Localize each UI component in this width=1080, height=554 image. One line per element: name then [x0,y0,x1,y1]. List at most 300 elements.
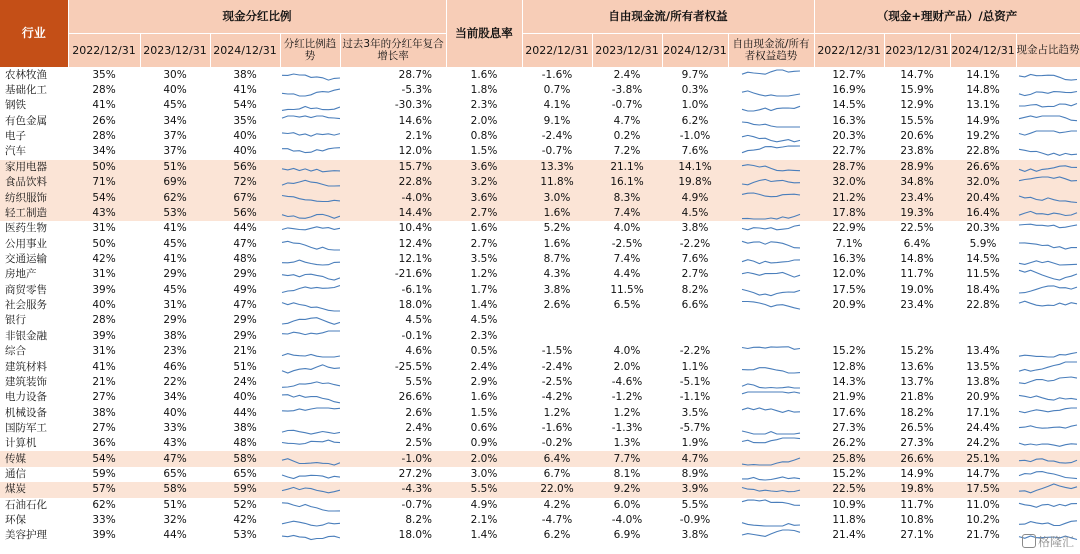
dividend-ratio-2024: 47% [233,299,257,312]
cash-ratio-2022: 32.0% [814,175,884,190]
dividend-cagr: -0.1% [401,329,432,342]
cash-ratio-2024: 14.9% [966,114,1000,127]
fcf-equity-2023: 2.4% [613,68,641,81]
dividend-yield: 3.2% [446,175,522,190]
dividend-ratio-2024: 29% [233,268,257,281]
dividend-trend-cell [280,390,340,405]
industry-name: 汽车 [5,145,26,158]
trend-line [282,408,340,411]
cash-trend-cell [1016,144,1080,159]
trend-line [282,107,340,111]
fcf-equity-2022: 4.1% [543,99,571,112]
cash-ratio-2023: 26.6% [884,451,950,466]
industry-name: 传媒 [0,451,68,466]
dividend-yield: 1.6% [470,222,498,235]
cash-ratio-2024: 14.5% [966,252,1000,265]
table-row [0,206,1080,221]
trend-sparkline [280,160,340,175]
table-row [0,313,1080,328]
industry-name: 国防军工 [5,421,47,434]
cash-ratio-2023: 15.9% [900,84,934,97]
fcf-equity-2024: -1.0% [679,130,711,143]
cash-ratio-2023: 12.9% [900,99,934,112]
trend-line [742,477,800,480]
cash-trend-cell [1016,221,1080,236]
dividend-ratio-2023: 22% [163,375,187,388]
fcf-equity-2022: -1.6% [541,68,573,81]
cash-ratio-2022: 17.8% [814,206,884,221]
trend-line [742,91,800,96]
trend-line [742,458,800,465]
fcf-equity-2022: -0.7% [541,145,573,158]
trend-sparkline [1017,83,1079,98]
fcf-equity-2024: 19.8% [662,175,728,190]
fcf-equity-2022: -4.2% [541,391,573,404]
trend-line [282,89,340,96]
trend-line [282,227,340,230]
dividend-ratio-2024: 40% [233,130,257,143]
dividend-cagr: 4.5% [405,314,432,327]
dividend-ratio-2024: 21% [233,345,257,358]
industry-name: 美容护理 [5,529,47,542]
trend-line [1019,377,1077,384]
fcf-equity-2022: -2.4% [541,130,573,143]
fcf-trend-cell [728,329,814,344]
trend-line [742,488,800,492]
trend-sparkline [1017,421,1079,436]
fcf-equity-2023: 4.7% [613,114,641,127]
dividend-yield: 2.3% [470,329,498,342]
trend-line [742,107,800,112]
trend-sparkline [280,452,340,467]
dividend-ratio-2022: 27% [92,391,116,404]
trend-sparkline [1017,344,1079,359]
cash-trend-cell [1016,482,1080,497]
fcf-equity-2024: 9.7% [681,68,709,81]
cash-ratio-2022: 12.0% [832,268,866,281]
cash-ratio-2024: 24.4% [966,421,1000,434]
cash-trend-cell [1016,67,1080,83]
trend-sparkline [280,68,340,83]
trend-sparkline [280,360,340,375]
cash-ratio-2024: 24.2% [966,437,1000,450]
fcf-equity-2024: 1.0% [681,99,709,112]
header-fcf-2023: 2023/12/31 [592,33,662,67]
trend-line [742,214,800,219]
dividend-ratio-2024: 58% [210,451,280,466]
dividend-ratio-2024: 38% [233,421,257,434]
cash-trend-cell [1016,451,1080,466]
trend-sparkline [280,144,340,159]
trend-line [282,475,340,479]
cash-trend-cell [1016,421,1080,436]
fcf-equity-2024: -0.9% [679,514,711,527]
dividend-ratio-2022: 57% [68,482,140,497]
trend-sparkline [740,160,802,175]
trend-line [742,523,800,526]
trend-sparkline [280,406,340,421]
fcf-equity-2023: 6.9% [613,529,641,542]
dividend-ratio-2024: 38% [233,68,257,81]
cash-trend-cell [1016,83,1080,98]
dividend-trend-cell [280,359,340,374]
trend-line [742,136,800,142]
trend-line [742,193,800,197]
dividend-ratio-2024: 53% [233,529,257,542]
dividend-ratio-2024: 67% [210,190,280,205]
cash-ratio-2023: 27.3% [900,437,934,450]
trend-sparkline [740,482,802,497]
dividend-yield: 2.7% [446,206,522,221]
trend-line [282,430,340,434]
cash-ratio-2024: 10.2% [966,514,1000,527]
dividend-yield: 2.0% [470,114,498,127]
dividend-ratio-2023: 69% [140,175,210,190]
cash-ratio-2022: 15.2% [832,345,866,358]
industry-name: 非银金融 [5,329,47,342]
table-row [0,160,1080,175]
cash-trend-cell [1016,313,1080,328]
dividend-cagr: 2.4% [405,421,432,434]
trend-sparkline [280,267,340,282]
header-cash-2023: 2023/12/31 [884,33,950,67]
cash-ratio-2022: 26.2% [832,437,866,450]
dividend-ratio-2023: 53% [140,206,210,221]
trend-sparkline [1017,114,1079,129]
fcf-trend-cell [728,375,814,390]
cash-ratio-2023: 14.9% [900,468,934,481]
trend-sparkline [280,528,340,543]
dividend-cagr: -4.0% [340,190,446,205]
fcf-equity-2022: 6.7% [543,468,571,481]
table-row [0,267,1080,282]
trend-line [742,408,800,412]
trend-line [282,133,340,136]
dividend-ratio-2024: 24% [233,375,257,388]
fcf-equity-2023: 11.5% [610,283,644,296]
dividend-ratio-2022: 38% [92,406,116,419]
fcf-trend-cell [728,498,814,513]
fcf-equity-2023: -2.5% [611,237,643,250]
trend-sparkline [280,98,340,113]
trend-sparkline [280,467,340,482]
cash-ratio-2024: 25.1% [950,451,1016,466]
dividend-cagr: -25.5% [394,360,432,373]
fcf-equity-2022: 11.8% [522,175,592,190]
industry-name: 商贸零售 [5,283,47,296]
cash-ratio-2024: 19.2% [966,130,1000,143]
fcf-equity-2024: -1.1% [679,391,711,404]
dividend-ratio-2024: 35% [233,114,257,127]
trend-sparkline [280,313,340,328]
dividend-cagr: 26.6% [398,391,432,404]
trend-sparkline [280,252,340,267]
trend-sparkline [740,206,802,221]
fcf-equity-2022: 22.0% [522,482,592,497]
cash-trend-cell [1016,329,1080,344]
trend-sparkline [740,390,802,405]
industry-name: 建筑材料 [5,360,47,373]
table-body [0,67,1080,544]
dividend-ratio-2022: 50% [92,237,116,250]
table-row [0,421,1080,436]
fcf-trend-cell [728,482,814,497]
fcf-equity-2024: 3.5% [681,406,709,419]
fcf-trend-cell [728,390,814,405]
dividend-ratio-2024: 40% [233,391,257,404]
trend-sparkline [1017,237,1079,252]
cash-ratio-2022: 17.6% [832,406,866,419]
trend-sparkline [740,129,802,144]
header-div-2023: 2023/12/31 [140,33,210,67]
trend-line [742,180,800,185]
fcf-equity-2024: 3.8% [681,529,709,542]
fcf-trend-cell [728,144,814,159]
fcf-equity-2024: -5.1% [679,375,711,388]
table-row [0,190,1080,205]
cash-trend-cell [1016,344,1080,359]
cash-ratio-2024: 5.9% [969,237,997,250]
fcf-equity-2022: 9.1% [543,114,571,127]
trend-line [742,384,800,388]
fcf-trend-cell [728,267,814,282]
trend-line [1019,224,1077,228]
industry-name: 电子 [5,130,26,143]
trend-line [282,116,340,119]
cash-ratio-2023: 14.8% [900,252,934,265]
trend-sparkline [280,344,340,359]
dividend-yield: 3.6% [446,190,522,205]
cash-trend-cell [1016,129,1080,144]
table-row [0,513,1080,528]
trend-line [1019,458,1077,462]
dividend-ratio-2022: 59% [92,468,116,481]
dividend-trend-cell [280,252,340,267]
dividend-trend-cell [280,375,340,390]
trend-line [1019,177,1077,181]
dividend-cagr: 15.7% [340,160,446,175]
fcf-equity-2024: 2.7% [681,268,709,281]
dividend-yield: 1.8% [470,84,498,97]
cash-trend-cell [1016,359,1080,374]
trend-line [1019,243,1077,249]
trend-line [1019,104,1077,107]
trend-sparkline [280,221,340,236]
cash-ratio-2024: 21.7% [966,529,1000,542]
trend-sparkline [1017,191,1079,206]
trend-line [1019,472,1077,479]
trend-line [282,521,340,526]
trend-line [742,146,800,153]
dividend-ratio-2023: 51% [140,160,210,175]
table-row [0,129,1080,144]
trend-line [1019,521,1077,526]
header-cash-assets: （现金+理财产品）/总资产 [814,0,1080,33]
table-row [0,498,1080,513]
cash-ratio-2022: 21.2% [814,190,884,205]
trend-line [1019,166,1077,172]
cash-ratio-2024: 13.8% [966,375,1000,388]
dividend-ratio-2023: 40% [163,84,187,97]
dividend-ratio-2022: 28% [92,84,116,97]
dividend-ratio-2022: 39% [92,329,116,342]
table-row [0,451,1080,466]
dividend-trend-cell [280,421,340,436]
header-div-cagr: 过去3年的分红年复合增长率 [340,33,446,67]
industry-name: 计算机 [5,437,37,450]
dividend-cagr: -0.7% [401,498,432,511]
dividend-ratio-2023: 41% [163,222,187,235]
fcf-equity-2024: 7.6% [681,252,709,265]
trend-sparkline [1017,467,1079,482]
dividend-trend-cell [280,221,340,236]
trend-line [742,165,800,171]
trend-sparkline [280,237,340,252]
industry-name: 银行 [5,314,26,327]
trend-sparkline [740,344,802,359]
trend-line [282,503,340,511]
cash-ratio-2024: 13.1% [966,99,1000,112]
dividend-ratio-2022: 62% [92,498,116,511]
dividend-trend-cell [280,175,340,190]
cash-ratio-2024 [950,329,1016,344]
industry-name: 有色金属 [5,114,47,127]
trend-line [1019,353,1077,358]
dividend-ratio-2023: 46% [163,360,187,373]
cash-ratio-2024 [950,313,1016,328]
cash-ratio-2024: 22.8% [966,299,1000,312]
dividend-trend-cell [280,190,340,205]
cash-ratio-2023: 19.0% [900,283,934,296]
trend-sparkline [1017,129,1079,144]
dividend-ratio-2022: 39% [92,529,116,542]
fcf-equity-2023: 6.0% [613,498,641,511]
trend-line [282,214,340,218]
table-row [0,283,1080,298]
dividend-ratio-2023: 29% [163,314,187,327]
dividend-ratio-2024: 41% [233,84,257,97]
trend-sparkline [1017,482,1079,497]
trend-sparkline [1017,267,1079,282]
dividend-cagr: -4.3% [340,482,446,497]
dividend-trend-cell [280,98,340,113]
trend-line [282,260,340,265]
trend-line [282,148,340,153]
fcf-equity-2023: -0.7% [611,99,643,112]
dividend-trend-cell [280,298,340,313]
dividend-ratio-2024: 49% [233,283,257,296]
industry-name: 综合 [5,345,26,358]
dividend-ratio-2024: 56% [210,206,280,221]
cash-ratio-2023: 27.1% [900,529,934,542]
trend-line [1019,116,1077,121]
trend-line [282,285,340,292]
trend-sparkline [1017,175,1079,190]
industry-name: 公用事业 [5,237,47,250]
fcf-equity-2023: 16.1% [592,175,662,190]
watermark [1022,533,1074,550]
dividend-trend-cell [280,528,340,543]
cash-ratio-2024: 20.9% [966,391,1000,404]
dividend-cagr: 5.5% [405,375,432,388]
dividend-ratio-2024: 54% [233,99,257,112]
dividend-cagr: 10.4% [398,222,432,235]
cash-ratio-2024: 13.4% [966,345,1000,358]
fcf-equity-2023: -1.2% [611,391,643,404]
trend-sparkline [740,221,802,236]
fcf-equity-2024: 4.7% [662,451,728,466]
table-row [0,390,1080,405]
dividend-ratio-2023: 62% [140,190,210,205]
cash-ratio-2024: 20.4% [950,190,1016,205]
dividend-yield: 4.9% [470,498,498,511]
dividend-trend-cell [280,267,340,282]
fcf-equity-2023: -4.0% [611,514,643,527]
cash-trend-cell [1016,283,1080,298]
fcf-trend-cell [728,283,814,298]
dividend-cagr: 27.2% [398,468,432,481]
fcf-trend-cell [728,129,814,144]
fcf-equity-2022: -2.5% [541,375,573,388]
trend-line [742,70,800,74]
header-dividend-yield: 当前股息率 [446,0,522,67]
trend-sparkline [740,98,802,113]
fcf-equity-2022: 4.3% [543,268,571,281]
fcf-equity-2023: 7.2% [613,145,641,158]
fcf-equity-2023: 6.5% [613,299,641,312]
cash-ratio-2023: 22.5% [900,222,934,235]
fcf-equity-2022: 3.8% [543,283,571,296]
trend-line [1019,301,1077,306]
dividend-trend-cell [280,329,340,344]
cash-ratio-2024: 17.1% [966,406,1000,419]
trend-sparkline [740,528,802,543]
cash-trend-cell [1016,252,1080,267]
header-fcf-equity: 自由现金流/所有者权益 [522,0,814,33]
table-row [0,144,1080,159]
fcf-trend-cell [728,467,814,482]
dividend-ratio-2023: 65% [163,468,187,481]
trend-line [282,395,340,403]
dividend-yield: 2.9% [470,375,498,388]
table-row [0,83,1080,98]
dividend-ratio-2022: 28% [92,130,116,143]
cash-ratio-2022: 12.7% [832,68,866,81]
dividend-yield: 1.4% [470,299,498,312]
fcf-equity-2022: 1.6% [543,237,571,250]
cash-ratio-2023: 23.4% [900,299,934,312]
table-row [0,528,1080,543]
dividend-ratio-2023: 58% [140,482,210,497]
cash-ratio-2023: 6.4% [903,237,931,250]
dividend-cagr: -30.3% [394,99,432,112]
fcf-equity-2022: -0.2% [541,437,573,450]
dividend-ratio-2023: 47% [140,451,210,466]
industry-name: 社会服务 [5,299,47,312]
cash-trend-cell [1016,206,1080,221]
trend-line [282,74,340,80]
fcf-equity-2024: 5.5% [681,498,709,511]
fcf-equity-2022: -2.4% [541,360,573,373]
cash-ratio-2022: 28.7% [814,160,884,175]
trend-line [742,225,800,230]
header-cash-trend: 现金占比趋势 [1016,33,1080,67]
table-row [0,375,1080,390]
cash-ratio-2022: 14.5% [832,99,866,112]
dividend-trend-cell [280,405,340,420]
dividend-ratio-2022: 33% [92,514,116,527]
trend-line [742,122,800,127]
